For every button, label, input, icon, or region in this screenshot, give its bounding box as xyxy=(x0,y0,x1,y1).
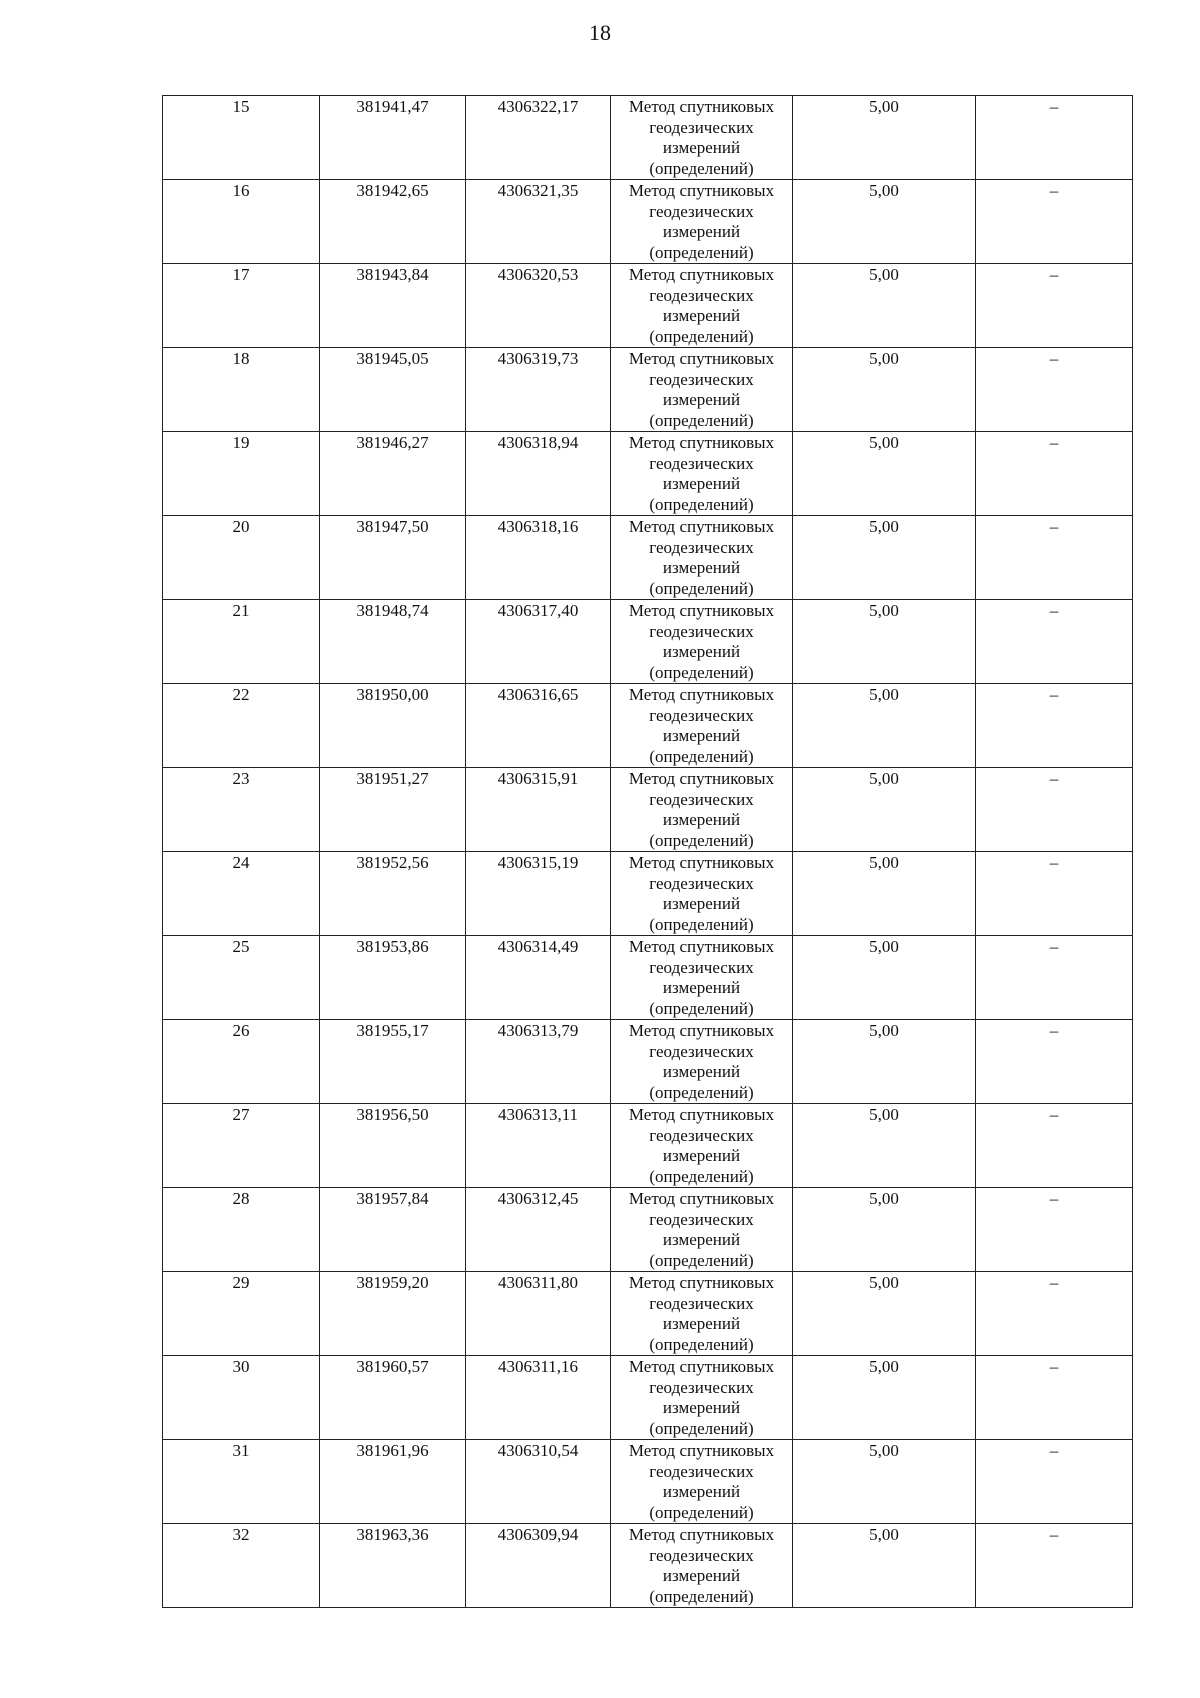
extra-cell: – xyxy=(976,432,1133,516)
point-number-cell: 21 xyxy=(163,600,320,684)
method-cell xyxy=(611,180,793,264)
accuracy-cell: 5,00 xyxy=(793,96,976,180)
method-cell xyxy=(611,936,793,1020)
point-number-cell: 29 xyxy=(163,1272,320,1356)
table-row xyxy=(163,432,1133,516)
table-row xyxy=(163,180,1133,264)
extra-cell: – xyxy=(976,1188,1133,1272)
extra-cell: – xyxy=(976,1440,1133,1524)
extra-cell: – xyxy=(976,264,1133,348)
method-text: Метод спутниковых геодезических измерений (определений) xyxy=(628,937,775,1018)
accuracy-cell: 5,00 xyxy=(793,1272,976,1356)
x-coordinate-cell: 381956,50 xyxy=(320,1104,466,1188)
point-number-cell: 19 xyxy=(163,432,320,516)
table-row xyxy=(163,264,1133,348)
method-text: Метод спутниковых геодезических измерений (определений) xyxy=(628,181,775,262)
extra-cell: – xyxy=(976,180,1133,264)
extra-cell: – xyxy=(976,516,1133,600)
method-text: Метод спутниковых геодезических измерений (определений) xyxy=(628,1273,775,1354)
table-row xyxy=(163,684,1133,768)
accuracy-cell: 5,00 xyxy=(793,1524,976,1608)
accuracy-cell: 5,00 xyxy=(793,1356,976,1440)
method-cell xyxy=(611,1356,793,1440)
method-text: Метод спутниковых геодезических измерений (определений) xyxy=(628,517,775,598)
x-coordinate-cell: 381945,05 xyxy=(320,348,466,432)
method-cell xyxy=(611,516,793,600)
method-text: Метод спутниковых геодезических измерений (определений) xyxy=(628,265,775,346)
extra-cell: – xyxy=(976,600,1133,684)
method-cell xyxy=(611,96,793,180)
table-row xyxy=(163,1020,1133,1104)
y-coordinate-cell: 4306311,16 xyxy=(466,1356,611,1440)
method-text: Метод спутниковых геодезических измерений (определений) xyxy=(628,97,775,178)
method-text: Метод спутниковых геодезических измерений (определений) xyxy=(628,349,775,430)
accuracy-cell: 5,00 xyxy=(793,600,976,684)
extra-cell: – xyxy=(976,1356,1133,1440)
y-coordinate-cell: 4306322,17 xyxy=(466,96,611,180)
method-cell xyxy=(611,1188,793,1272)
point-number-cell: 18 xyxy=(163,348,320,432)
table-row xyxy=(163,1104,1133,1188)
y-coordinate-cell: 4306311,80 xyxy=(466,1272,611,1356)
method-cell xyxy=(611,264,793,348)
point-number-cell: 16 xyxy=(163,180,320,264)
table-row xyxy=(163,936,1133,1020)
point-number-cell: 26 xyxy=(163,1020,320,1104)
table-row xyxy=(163,348,1133,432)
table-row xyxy=(163,1188,1133,1272)
y-coordinate-cell: 4306317,40 xyxy=(466,600,611,684)
method-cell xyxy=(611,1272,793,1356)
x-coordinate-cell: 381951,27 xyxy=(320,768,466,852)
table-row xyxy=(163,1440,1133,1524)
method-text: Метод спутниковых геодезических измерений (определений) xyxy=(628,1189,775,1270)
extra-cell: – xyxy=(976,1272,1133,1356)
point-number-cell: 32 xyxy=(163,1524,320,1608)
accuracy-cell: 5,00 xyxy=(793,1440,976,1524)
x-coordinate-cell: 381946,27 xyxy=(320,432,466,516)
method-text: Метод спутниковых геодезических измерений (определений) xyxy=(628,601,775,682)
point-number-cell: 17 xyxy=(163,264,320,348)
point-number-cell: 25 xyxy=(163,936,320,1020)
point-number-cell: 20 xyxy=(163,516,320,600)
x-coordinate-cell: 381943,84 xyxy=(320,264,466,348)
y-coordinate-cell: 4306315,19 xyxy=(466,852,611,936)
extra-cell: – xyxy=(976,96,1133,180)
x-coordinate-cell: 381963,36 xyxy=(320,1524,466,1608)
method-cell xyxy=(611,1020,793,1104)
method-text: Метод спутниковых геодезических измерений (определений) xyxy=(628,1021,775,1102)
table-row xyxy=(163,96,1133,180)
point-number-cell: 24 xyxy=(163,852,320,936)
page-number: 18 xyxy=(589,20,611,45)
method-cell xyxy=(611,1440,793,1524)
extra-cell: – xyxy=(976,852,1133,936)
accuracy-cell: 5,00 xyxy=(793,264,976,348)
y-coordinate-cell: 4306313,11 xyxy=(466,1104,611,1188)
method-cell xyxy=(611,432,793,516)
x-coordinate-cell: 381950,00 xyxy=(320,684,466,768)
accuracy-cell: 5,00 xyxy=(793,768,976,852)
x-coordinate-cell: 381947,50 xyxy=(320,516,466,600)
table-row xyxy=(163,768,1133,852)
table-row xyxy=(163,516,1133,600)
accuracy-cell: 5,00 xyxy=(793,1020,976,1104)
accuracy-cell: 5,00 xyxy=(793,684,976,768)
table-row xyxy=(163,1524,1133,1608)
table-row xyxy=(163,1272,1133,1356)
y-coordinate-cell: 4306312,45 xyxy=(466,1188,611,1272)
point-number-cell: 28 xyxy=(163,1188,320,1272)
y-coordinate-cell: 4306309,94 xyxy=(466,1524,611,1608)
point-number-cell: 15 xyxy=(163,96,320,180)
method-cell xyxy=(611,852,793,936)
y-coordinate-cell: 4306321,35 xyxy=(466,180,611,264)
extra-cell: – xyxy=(976,1104,1133,1188)
coordinates-table-body xyxy=(163,96,1133,1608)
method-text: Метод спутниковых геодезических измерений (определений) xyxy=(628,853,775,934)
method-text: Метод спутниковых геодезических измерений (определений) xyxy=(628,769,775,850)
x-coordinate-cell: 381953,86 xyxy=(320,936,466,1020)
method-cell xyxy=(611,768,793,852)
y-coordinate-cell: 4306313,79 xyxy=(466,1020,611,1104)
accuracy-cell: 5,00 xyxy=(793,852,976,936)
method-text: Метод спутниковых геодезических измерений (определений) xyxy=(628,1105,775,1186)
y-coordinate-cell: 4306318,16 xyxy=(466,516,611,600)
x-coordinate-cell: 381942,65 xyxy=(320,180,466,264)
table-row xyxy=(163,1356,1133,1440)
accuracy-cell: 5,00 xyxy=(793,432,976,516)
method-cell xyxy=(611,1524,793,1608)
y-coordinate-cell: 4306319,73 xyxy=(466,348,611,432)
method-text: Метод спутниковых геодезических измерений (определений) xyxy=(628,1441,775,1522)
coordinates-table xyxy=(162,95,1133,1608)
extra-cell: – xyxy=(976,936,1133,1020)
method-text: Метод спутниковых геодезических измерений (определений) xyxy=(628,1357,775,1438)
table-row xyxy=(163,600,1133,684)
x-coordinate-cell: 381957,84 xyxy=(320,1188,466,1272)
y-coordinate-cell: 4306310,54 xyxy=(466,1440,611,1524)
y-coordinate-cell: 4306320,53 xyxy=(466,264,611,348)
accuracy-cell: 5,00 xyxy=(793,516,976,600)
x-coordinate-cell: 381952,56 xyxy=(320,852,466,936)
method-text: Метод спутниковых геодезических измерений (определений) xyxy=(628,433,775,514)
extra-cell: – xyxy=(976,348,1133,432)
x-coordinate-cell: 381960,57 xyxy=(320,1356,466,1440)
y-coordinate-cell: 4306316,65 xyxy=(466,684,611,768)
method-cell xyxy=(611,600,793,684)
extra-cell: – xyxy=(976,1020,1133,1104)
method-cell xyxy=(611,684,793,768)
method-cell xyxy=(611,1104,793,1188)
x-coordinate-cell: 381941,47 xyxy=(320,96,466,180)
accuracy-cell: 5,00 xyxy=(793,180,976,264)
y-coordinate-cell: 4306318,94 xyxy=(466,432,611,516)
x-coordinate-cell: 381955,17 xyxy=(320,1020,466,1104)
x-coordinate-cell: 381959,20 xyxy=(320,1272,466,1356)
extra-cell: – xyxy=(976,768,1133,852)
extra-cell: – xyxy=(976,1524,1133,1608)
extra-cell: – xyxy=(976,684,1133,768)
x-coordinate-cell: 381961,96 xyxy=(320,1440,466,1524)
point-number-cell: 23 xyxy=(163,768,320,852)
point-number-cell: 22 xyxy=(163,684,320,768)
point-number-cell: 27 xyxy=(163,1104,320,1188)
table-row xyxy=(163,852,1133,936)
accuracy-cell: 5,00 xyxy=(793,936,976,1020)
y-coordinate-cell: 4306315,91 xyxy=(466,768,611,852)
point-number-cell: 30 xyxy=(163,1356,320,1440)
method-text: Метод спутниковых геодезических измерений (определений) xyxy=(628,685,775,766)
method-cell xyxy=(611,348,793,432)
accuracy-cell: 5,00 xyxy=(793,1188,976,1272)
method-text: Метод спутниковых геодезических измерений (определений) xyxy=(628,1525,775,1606)
accuracy-cell: 5,00 xyxy=(793,1104,976,1188)
accuracy-cell: 5,00 xyxy=(793,348,976,432)
point-number-cell: 31 xyxy=(163,1440,320,1524)
y-coordinate-cell: 4306314,49 xyxy=(466,936,611,1020)
x-coordinate-cell: 381948,74 xyxy=(320,600,466,684)
